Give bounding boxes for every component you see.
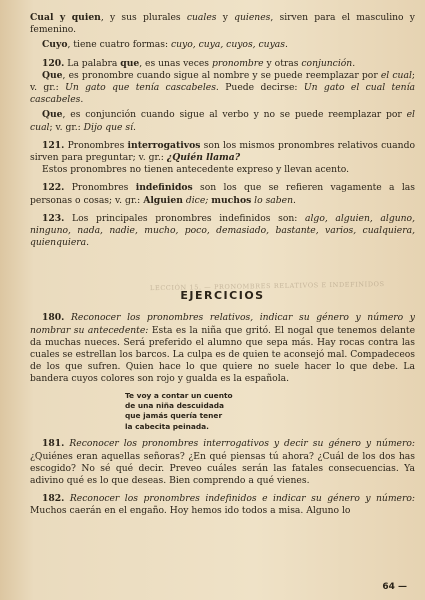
poem — [125, 391, 415, 433]
para-123: 123. Los principales pronombres indefinidos son: algo, alguien, alguno, ninguno, nada, nadie, mucho, poco, demasiado, bastante, varios, cualquiera, quienquiera. — [30, 212, 415, 249]
page-number: 64 — — [382, 582, 407, 592]
exercise-181: 181. Reconocer los pronombres interrogativos y decir su género y número: ¿Quiénes eran aquellas señoras? ¿En qué piensas tú ahora? ¿Cuál de los dos has escogido? No sé qué decir. Preveo cuáles serán las fatales consecuencias. Ya adivino qué es lo que deseas. Bien comprendo a qué vienes. — [30, 438, 415, 486]
para-121: 121. Pronombres interrogativos son los mismos pronombres relativos cuando sirven para preguntar; v. gr.: ¿Quién llama? — [30, 139, 415, 164]
para-cuyo: Cuyo, tiene cuatro formas: cuyo, cuya, cuyos, cuyas. — [42, 39, 288, 51]
poem-line: Te voy a contar un cuento — [125, 390, 233, 400]
poem-line: que jamás quería tener — [125, 411, 223, 421]
exercises-title: EJERCICIOS — [180, 289, 265, 303]
para-que-conjuncion: Que, es conjunción cuando sigue al verbo y no se puede reemplazar por el cual; v. gr.: Dijo que sí. — [30, 109, 415, 133]
para-120: 120. La palabra que, es unas veces pronombre y otras conjunción. — [42, 57, 356, 69]
faded-bleedthrough-header: LECCIÓN 15. — PRONOMBRES RELATIVOS E INDEFINIDOS — [149, 280, 385, 293]
para-que-pronombre: Que, es pronombre cuando sigue al nombre y se puede reemplazar por el cual; v. gr.: Un gato que tenía cascabeles. Puede decirse: Un gato el cual tenía cascabeles. — [30, 69, 415, 106]
para-122: 122. Pronombres indefinidos son los que se refieren vagamente a las personas o cosas; v. gr.: Alguien dice; muchos lo saben. — [30, 182, 415, 206]
poem-line: la cabecita peinada. — [125, 421, 209, 431]
poem-line: de una niña descuidada — [125, 401, 225, 411]
para-cual-quien: Cual y quien, y sus plurales cuales y quienes, sirven para el masculino y femenino. — [30, 12, 415, 36]
exercise-182: 182. Reconocer los pronombres indefinidos e indicar su género y número: Muchos caerán en el engaño. Hoy hemos ido todos a misa. Alguno lo — [30, 493, 415, 517]
exercise-180: 180. Reconocer los pronombres relativos, indicar su género y número y nombrar su antecedente: Esta es la niña que gritó. El nogal que tenemos delante da muchas nueces. Será preferido el alumno que sepa más. Hay rocas contra las cuales se estrellan los barcos. La culpa es de quien te aconsejó mal. Compadeceos de los que sufren. Quien hace lo que quiere no suele hacer lo que debe. La bandera cuyos colores son rojo y gualda es la española. — [30, 312, 416, 385]
para-antecedente: Estos pronombres no tienen antecedente expreso y llevan acento. — [42, 164, 349, 176]
